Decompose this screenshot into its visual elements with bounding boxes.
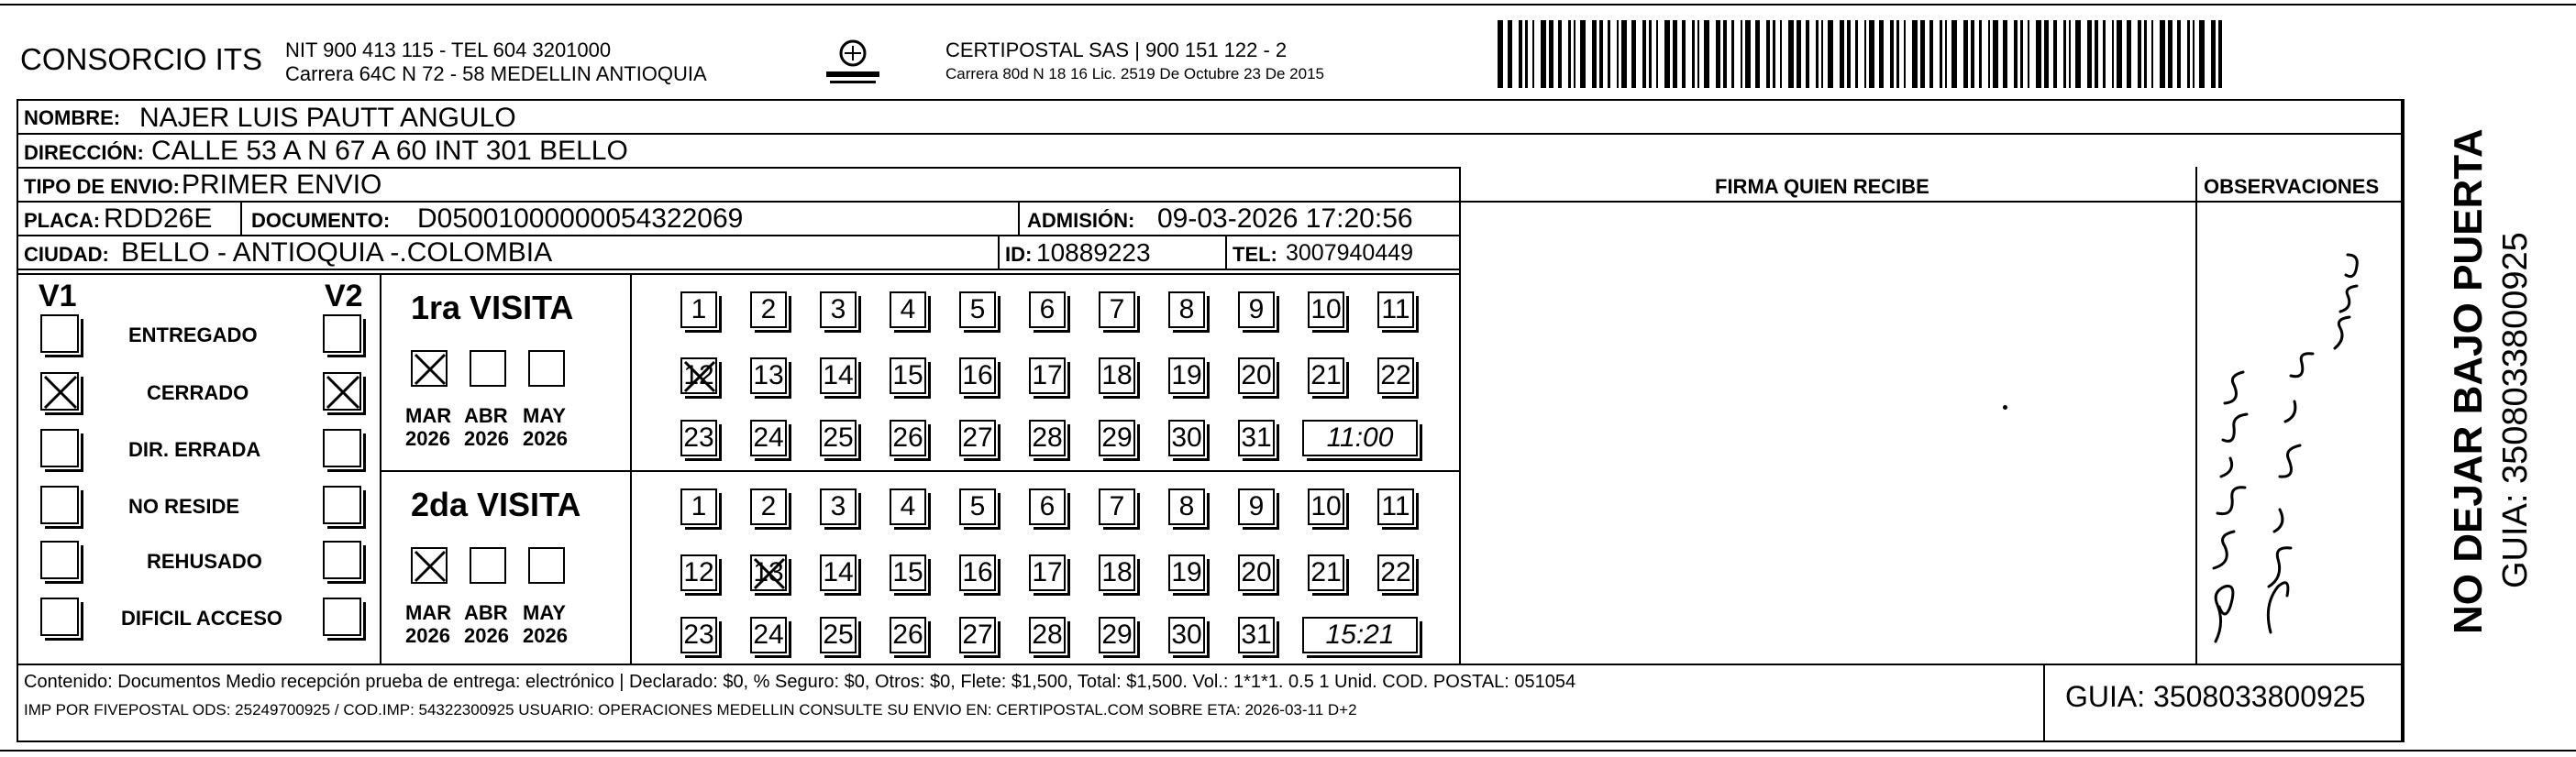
barcode-bar xyxy=(1525,20,1528,88)
day-number: 24 xyxy=(753,422,784,453)
v2-header: V2 xyxy=(325,279,363,313)
day-box[interactable] xyxy=(1377,488,1414,525)
day-box[interactable] xyxy=(1238,357,1275,394)
visit-title: 2da VISITA xyxy=(411,486,581,523)
day-number: 22 xyxy=(1380,557,1411,587)
day-number: 7 xyxy=(1109,491,1125,521)
barcode-bar xyxy=(2160,20,2165,88)
status-label: DIFICIL ACCESO xyxy=(121,607,283,630)
barcode-bar xyxy=(2199,20,2205,88)
day-box[interactable] xyxy=(1308,357,1344,394)
barcode-bar xyxy=(1617,20,1619,88)
signature-area xyxy=(1462,202,2194,662)
status-label: NO RESIDE xyxy=(128,495,240,518)
day-box[interactable] xyxy=(959,291,996,328)
barcode-bar xyxy=(1697,20,1699,88)
month-checkbox[interactable] xyxy=(411,350,448,387)
day-number: 21 xyxy=(1310,360,1342,390)
day-box[interactable] xyxy=(959,420,996,456)
barcode-bar xyxy=(2177,20,2181,88)
barcode-bar xyxy=(2144,20,2147,88)
barcode-bar xyxy=(2218,20,2222,88)
day-box[interactable] xyxy=(1308,291,1344,328)
day-number: 3 xyxy=(830,294,846,324)
day-box[interactable] xyxy=(1099,420,1135,456)
barcode-bar xyxy=(1519,20,1522,88)
barcode xyxy=(1498,20,2222,88)
day-box[interactable] xyxy=(1377,291,1414,328)
barcode-bar xyxy=(1828,20,1833,88)
barcode-bar xyxy=(1821,20,1823,88)
day-box[interactable] xyxy=(890,420,926,456)
month-label: ABR xyxy=(464,601,508,624)
signature-header: FIRMA QUIEN RECIBE xyxy=(1715,175,1929,198)
day-box[interactable] xyxy=(1168,357,1205,394)
barcode-bar xyxy=(2063,20,2066,88)
barcode-bar xyxy=(1864,20,1866,88)
day-box[interactable] xyxy=(1099,554,1135,591)
day-box[interactable] xyxy=(750,554,787,591)
address-label: DIRECCIÓN: xyxy=(24,141,144,164)
day-number: 21 xyxy=(1310,557,1342,587)
barcode-bar xyxy=(1840,20,1844,88)
barcode-bar xyxy=(1963,20,1968,88)
day-number: 10 xyxy=(1310,491,1342,521)
v1-checkbox[interactable] xyxy=(40,541,79,579)
barcode-bar xyxy=(1631,20,1636,88)
visit-time: 11:00 xyxy=(1326,422,1394,453)
day-number: 11 xyxy=(1381,294,1410,324)
v1-checkbox[interactable] xyxy=(40,429,79,467)
barcode-bar xyxy=(1532,20,1534,88)
barcode-bar xyxy=(2127,20,2131,88)
day-number: 26 xyxy=(892,620,923,650)
company-address: Carrera 64C N 72 - 58 MEDELLIN ANTIOQUIA xyxy=(285,62,707,85)
v1-checkbox[interactable] xyxy=(40,486,79,524)
day-box[interactable] xyxy=(750,420,787,456)
barcode-bar xyxy=(1988,20,1990,88)
status-label: DIR. ERRADA xyxy=(128,438,261,461)
month-label: MAY xyxy=(523,601,566,624)
barcode-bar xyxy=(1993,20,1998,88)
day-number: 29 xyxy=(1101,422,1133,453)
v1-checkbox[interactable] xyxy=(40,598,79,636)
tel-value: 3007940449 xyxy=(1286,240,1414,266)
barcode-bar xyxy=(1716,20,1720,88)
day-box[interactable] xyxy=(1308,488,1344,525)
barcode-bar xyxy=(1869,20,1874,88)
barcode-bar xyxy=(1797,20,1801,88)
barcode-bar xyxy=(1945,20,1947,88)
day-box[interactable] xyxy=(1029,357,1066,394)
day-box[interactable] xyxy=(890,488,926,525)
barcode-bar xyxy=(1741,20,1742,88)
barcode-bar xyxy=(2138,20,2141,88)
year-label: 2026 xyxy=(464,427,509,450)
barcode-bar xyxy=(2193,20,2195,88)
barcode-bar xyxy=(1847,20,1851,88)
day-number: 9 xyxy=(1248,491,1265,521)
day-box[interactable] xyxy=(680,420,717,456)
day-box[interactable] xyxy=(820,554,857,591)
footer-guia: GUIA: 3508033800925 xyxy=(2065,680,2366,713)
day-box[interactable] xyxy=(680,291,717,328)
observations-header: OBSERVACIONES xyxy=(2204,175,2380,198)
barcode-bar xyxy=(2187,20,2190,88)
barcode-bar xyxy=(1664,20,1670,88)
v2-checkbox[interactable] xyxy=(323,429,361,467)
day-box[interactable] xyxy=(1238,488,1275,525)
barcode-bar xyxy=(1568,20,1571,88)
barcode-bar xyxy=(2044,20,2049,88)
barcode-bar xyxy=(1649,20,1652,88)
day-number: 22 xyxy=(1380,360,1411,390)
day-number: 30 xyxy=(1171,620,1202,650)
barcode-bar xyxy=(1549,20,1553,88)
barcode-bar xyxy=(1773,20,1775,88)
day-box[interactable] xyxy=(1099,357,1135,394)
day-number: 13 xyxy=(753,557,784,587)
day-box[interactable] xyxy=(1168,420,1205,456)
barcode-bar xyxy=(1731,20,1734,88)
day-box[interactable] xyxy=(1029,488,1066,525)
v2-checkbox[interactable] xyxy=(323,598,361,636)
barcode-bar xyxy=(1541,20,1546,88)
v2-checkbox[interactable] xyxy=(323,541,361,579)
status-label: REHUSADO xyxy=(147,550,262,573)
type-value: PRIMER ENVIO xyxy=(182,170,382,200)
barcode-bar xyxy=(2075,20,2081,88)
day-number: 1 xyxy=(691,491,707,521)
time-box[interactable] xyxy=(1302,420,1418,456)
day-number: 2 xyxy=(760,294,777,324)
day-number: 8 xyxy=(1178,294,1195,324)
day-box[interactable] xyxy=(890,617,926,653)
day-number: 4 xyxy=(900,294,916,324)
barcode-bar xyxy=(2014,20,2018,88)
day-box[interactable] xyxy=(959,554,996,591)
barcode-bar xyxy=(1723,20,1727,88)
day-number: 20 xyxy=(1241,557,1272,587)
day-box[interactable] xyxy=(959,357,996,394)
year-label: 2026 xyxy=(405,427,450,450)
barcode-bar xyxy=(1912,20,1918,88)
certipostal-logo xyxy=(821,37,885,92)
company-nit: NIT 900 413 115 - TEL 604 3201000 xyxy=(285,38,612,61)
day-box[interactable] xyxy=(1168,488,1205,525)
day-box[interactable] xyxy=(820,488,857,525)
day-box[interactable] xyxy=(1308,554,1344,591)
day-number: 16 xyxy=(962,557,993,587)
barcode-bar xyxy=(1788,20,1794,88)
doc-label: DOCUMENTO: xyxy=(251,209,391,232)
type-label: TIPO DE ENVIO: xyxy=(24,175,180,198)
barcode-bar xyxy=(1766,20,1770,88)
day-number: 6 xyxy=(1039,491,1056,521)
day-box[interactable] xyxy=(1168,554,1205,591)
day-number: 4 xyxy=(900,491,916,521)
status-label: CERRADO xyxy=(147,381,249,404)
plate-label: PLACA: xyxy=(24,209,101,232)
address-value: CALLE 53 A N 67 A 60 INT 301 BELLO xyxy=(151,136,628,166)
day-number: 5 xyxy=(969,491,986,521)
month-checkbox[interactable] xyxy=(411,547,448,584)
v2-checkbox[interactable] xyxy=(323,372,361,411)
barcode-bar xyxy=(1855,20,1858,88)
day-number: 19 xyxy=(1171,557,1202,587)
id-value: 10889223 xyxy=(1036,238,1151,267)
barcode-bar xyxy=(1692,20,1695,88)
day-number: 16 xyxy=(962,360,993,390)
barcode-bar xyxy=(1920,20,1925,88)
day-number: 17 xyxy=(1032,360,1063,390)
barcode-bar xyxy=(2087,20,2092,88)
barcode-bar xyxy=(2112,20,2114,88)
barcode-bar xyxy=(2028,20,2029,88)
barcode-bar xyxy=(2095,20,2098,88)
side-warning: NO DEJAR BAJO PUERTA xyxy=(2446,128,2491,634)
barcode-bar xyxy=(1599,20,1603,88)
barcode-bar xyxy=(2036,20,2041,88)
barcode-bar xyxy=(1879,20,1884,88)
day-box[interactable] xyxy=(1029,420,1066,456)
barcode-bar xyxy=(2069,20,2071,88)
day-box[interactable] xyxy=(1168,617,1205,653)
barcode-bar xyxy=(1971,20,1974,88)
admission-value: 09-03-2026 17:20:56 xyxy=(1157,203,1413,234)
day-number: 20 xyxy=(1241,360,1272,390)
barcode-bar xyxy=(2053,20,2057,88)
barcode-bar xyxy=(1896,20,1899,88)
year-label: 2026 xyxy=(523,427,568,450)
barcode-bar xyxy=(1940,20,1942,88)
barcode-bar xyxy=(2103,20,2106,88)
barcode-bar xyxy=(1508,20,1512,88)
barcode-bar xyxy=(1656,20,1658,88)
day-box[interactable] xyxy=(1377,357,1414,394)
plate-value: RDD26E xyxy=(104,203,213,234)
time-box[interactable] xyxy=(1302,617,1418,653)
day-number: 30 xyxy=(1171,422,1202,453)
day-number: 23 xyxy=(683,620,714,650)
day-number: 13 xyxy=(753,360,784,390)
day-number: 18 xyxy=(1101,360,1133,390)
day-box[interactable] xyxy=(890,357,926,394)
city-label: CIUDAD: xyxy=(24,243,109,266)
day-number: 3 xyxy=(830,491,846,521)
day-number: 9 xyxy=(1248,294,1265,324)
day-box[interactable] xyxy=(680,488,717,525)
barcode-bar xyxy=(1642,20,1646,88)
day-number: 31 xyxy=(1241,620,1272,650)
month-label: ABR xyxy=(464,404,508,427)
day-number: 27 xyxy=(962,620,993,650)
id-label: ID: xyxy=(1005,243,1033,266)
barcode-bar xyxy=(1580,20,1586,88)
day-number: 19 xyxy=(1171,360,1202,390)
day-box[interactable] xyxy=(1099,291,1135,328)
day-number: 18 xyxy=(1101,557,1133,587)
month-checkbox[interactable] xyxy=(470,547,506,584)
name-value: NAJER LUIS PAUTT ANGULO xyxy=(139,103,516,133)
barcode-bar xyxy=(2020,20,2023,88)
day-box[interactable] xyxy=(890,291,926,328)
day-number: 15 xyxy=(892,360,923,390)
barcode-bar xyxy=(1498,20,1503,88)
barcode-bar xyxy=(2151,20,2153,88)
day-box[interactable] xyxy=(750,617,787,653)
barcode-bar xyxy=(1621,20,1627,88)
admission-label: ADMISIÓN: xyxy=(1027,209,1135,232)
day-box[interactable] xyxy=(959,617,996,653)
day-box[interactable] xyxy=(750,488,787,525)
barcode-bar xyxy=(1929,20,1933,88)
visit-title: 1ra VISITA xyxy=(411,289,574,326)
v1-header: V1 xyxy=(39,279,77,313)
day-number: 28 xyxy=(1032,620,1063,650)
footer-contents: Contenido: Documentos Medio recepción prueba de entrega: electrónico | Declarado: $0, % Seguro: $0, Otros: $0, Flete: $1,500, Total: $1,500. Vol.: 1*1*1. 0.5 1 Unid. COD. POSTAL: 051054 xyxy=(24,672,1576,692)
barcode-bar xyxy=(1755,20,1760,88)
day-box[interactable] xyxy=(820,291,857,328)
day-number: 25 xyxy=(823,620,854,650)
name-label: NOMBRE: xyxy=(24,106,121,129)
day-number: 29 xyxy=(1101,620,1133,650)
day-box[interactable] xyxy=(1168,291,1205,328)
day-number: 2 xyxy=(760,491,777,521)
day-box[interactable] xyxy=(1099,617,1135,653)
day-number: 23 xyxy=(683,422,714,453)
side-guia: GUIA: 3508033800925 xyxy=(2496,232,2535,588)
day-number: 31 xyxy=(1241,422,1272,453)
v1-checkbox[interactable] xyxy=(40,372,79,411)
day-box[interactable] xyxy=(890,554,926,591)
certipostal-info: CERTIPOSTAL SAS | 900 151 122 - 2 xyxy=(945,38,1288,61)
barcode-bar xyxy=(2168,20,2172,88)
company-name: CONSORCIO ITS xyxy=(20,42,263,76)
day-number: 8 xyxy=(1178,491,1195,521)
observations-handwriting xyxy=(2197,202,2401,662)
barcode-bar xyxy=(2117,20,2122,88)
month-label: MAR xyxy=(405,404,452,427)
barcode-bar xyxy=(2211,20,2216,88)
day-number: 17 xyxy=(1032,557,1063,587)
year-label: 2026 xyxy=(405,624,450,647)
day-number: 27 xyxy=(962,422,993,453)
month-checkbox[interactable] xyxy=(470,350,506,387)
barcode-bar xyxy=(1904,20,1906,88)
day-box[interactable] xyxy=(820,420,857,456)
v2-checkbox[interactable] xyxy=(323,486,361,524)
day-number: 5 xyxy=(969,294,986,324)
year-label: 2026 xyxy=(523,624,568,647)
month-label: MAY xyxy=(523,404,566,427)
barcode-bar xyxy=(1951,20,1957,88)
day-box[interactable] xyxy=(1029,617,1066,653)
day-number: 6 xyxy=(1039,294,1056,324)
barcode-bar xyxy=(1608,20,1610,88)
day-box[interactable] xyxy=(750,357,787,394)
barcode-bar xyxy=(1890,20,1894,88)
city-value: BELLO - ANTIOQUIA -.COLOMBIA xyxy=(121,237,553,268)
day-number: 12 xyxy=(683,557,714,587)
day-number: 14 xyxy=(823,557,854,587)
month-checkbox[interactable] xyxy=(528,547,565,584)
day-number: 28 xyxy=(1032,422,1063,453)
day-number: 14 xyxy=(823,360,854,390)
footer-print-info: IMP POR FIVEPOSTAL ODS: 25249700925 / COD.IMP: 54322300925 USUARIO: OPERACIONES MEDELLIN CONSULTE SU ENVIO EN: CERTIPOSTAL.COM SOBRE ETA: 2026-03-11 D+2 xyxy=(24,701,1357,719)
v2-checkbox[interactable] xyxy=(323,314,361,353)
barcode-bar xyxy=(1574,20,1575,88)
status-label: ENTREGADO xyxy=(128,324,258,346)
certipostal-license: Carrera 80d N 18 16 Lic. 2519 De Octubre 23 De 2015 xyxy=(945,65,1324,82)
day-number: 15 xyxy=(892,557,923,587)
day-box[interactable] xyxy=(1238,617,1275,653)
barcode-bar xyxy=(2003,20,2007,88)
barcode-bar xyxy=(1816,20,1819,88)
day-number: 10 xyxy=(1310,294,1342,324)
barcode-bar xyxy=(1592,20,1597,88)
day-box[interactable] xyxy=(1029,554,1066,591)
barcode-bar xyxy=(1558,20,1562,88)
day-box[interactable] xyxy=(1377,554,1414,591)
day-box[interactable] xyxy=(820,357,857,394)
barcode-bar xyxy=(1806,20,1809,88)
side-text xyxy=(2416,103,2562,653)
day-box[interactable] xyxy=(1238,554,1275,591)
tel-label: TEL: xyxy=(1233,243,1277,266)
barcode-bar xyxy=(1745,20,1751,88)
day-box[interactable] xyxy=(1238,291,1275,328)
day-box[interactable] xyxy=(959,488,996,525)
day-box[interactable] xyxy=(750,291,787,328)
barcode-bar xyxy=(1704,20,1709,88)
day-box[interactable] xyxy=(1238,420,1275,456)
day-number: 7 xyxy=(1109,294,1125,324)
year-label: 2026 xyxy=(464,624,509,647)
month-checkbox[interactable] xyxy=(528,350,565,387)
day-number: 11 xyxy=(1381,491,1410,521)
day-box[interactable] xyxy=(1099,488,1135,525)
barcode-bar xyxy=(1673,20,1677,88)
month-label: MAR xyxy=(405,601,452,624)
day-box[interactable] xyxy=(1029,291,1066,328)
barcode-bar xyxy=(1979,20,1982,88)
day-number: 12 xyxy=(683,360,714,390)
day-number: 26 xyxy=(892,422,923,453)
day-box[interactable] xyxy=(680,357,717,394)
visit-time: 15:21 xyxy=(1325,620,1395,650)
v1-checkbox[interactable] xyxy=(40,314,79,353)
day-number: 1 xyxy=(691,294,707,324)
day-box[interactable] xyxy=(680,617,717,653)
barcode-bar xyxy=(1682,20,1686,88)
day-box[interactable] xyxy=(680,554,717,591)
doc-value: D05001000000054322069 xyxy=(417,203,744,234)
day-number: 24 xyxy=(753,620,784,650)
barcode-bar xyxy=(1780,20,1782,88)
day-box[interactable] xyxy=(820,617,857,653)
day-number: 25 xyxy=(823,422,854,453)
